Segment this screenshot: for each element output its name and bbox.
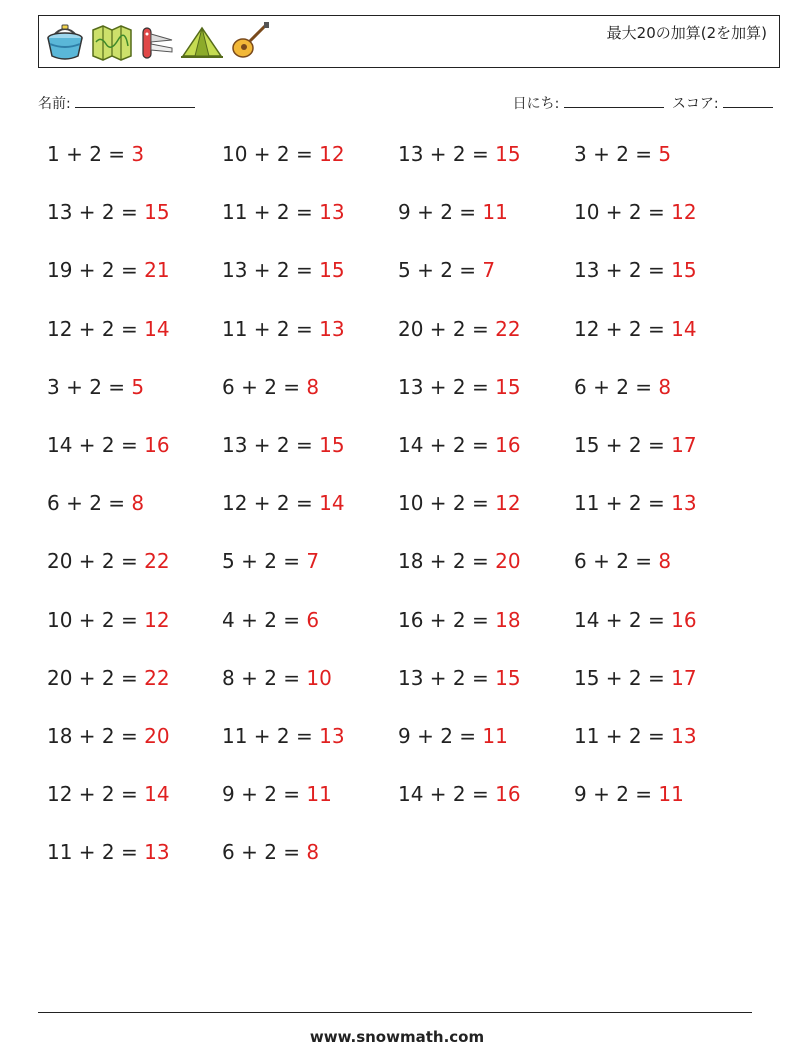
problem-cell bbox=[47, 258, 170, 282]
score-field[interactable] bbox=[672, 93, 773, 113]
problem-cell bbox=[574, 724, 697, 748]
problem-question: 5 + 2 = bbox=[222, 549, 307, 574]
problem-question: 19 + 2 = bbox=[47, 258, 145, 283]
name-blank[interactable] bbox=[75, 94, 195, 108]
problem-cell bbox=[398, 375, 521, 399]
problem-question: 12 + 2 = bbox=[222, 491, 320, 516]
header-icons bbox=[45, 20, 271, 64]
problem-answer: 12 bbox=[671, 200, 697, 225]
problem-question: 20 + 2 = bbox=[398, 316, 496, 341]
problem-question: 9 + 2 = bbox=[398, 200, 483, 225]
problem-answer: 5 bbox=[658, 142, 672, 166]
map-icon bbox=[91, 22, 133, 62]
problem-cell bbox=[398, 666, 521, 690]
problem-cell bbox=[47, 491, 144, 515]
guitar-icon bbox=[229, 22, 271, 62]
worksheet-title: 最大20の加算(2を加算) bbox=[606, 24, 767, 42]
problem-cell bbox=[222, 608, 319, 632]
problem-question: 13 + 2 = bbox=[574, 258, 672, 283]
problem-question: 14 + 2 = bbox=[398, 432, 496, 457]
problem-question: 9 + 2 = bbox=[222, 782, 307, 807]
problem-cell bbox=[574, 491, 697, 515]
problem-question: 6 + 2 = bbox=[222, 374, 307, 399]
problem-question: 6 + 2 = bbox=[574, 374, 659, 399]
problem-row bbox=[38, 375, 758, 433]
problem-answer: 15 bbox=[319, 432, 345, 457]
problem-question: 11 + 2 = bbox=[222, 200, 320, 225]
problem-cell bbox=[47, 433, 170, 457]
problem-answer: 12 bbox=[319, 142, 345, 166]
footer-site: www.snowmath.com bbox=[309, 1028, 485, 1046]
problem-cell bbox=[574, 666, 697, 690]
problem-question: 10 + 2 = bbox=[47, 607, 145, 632]
problem-cell bbox=[47, 608, 170, 632]
problem-answer: 14 bbox=[144, 782, 170, 807]
problem-question: 13 + 2 = bbox=[398, 142, 496, 166]
problem-cell bbox=[47, 549, 170, 573]
problem-row bbox=[38, 317, 758, 375]
problem-cell bbox=[398, 142, 521, 166]
problem-question: 9 + 2 = bbox=[574, 782, 659, 807]
problem-answer: 13 bbox=[671, 491, 697, 516]
problem-cell bbox=[398, 317, 521, 341]
problem-row bbox=[38, 608, 758, 666]
problem-answer: 11 bbox=[306, 782, 332, 807]
problem-cell bbox=[222, 724, 345, 748]
problem-question: 12 + 2 = bbox=[47, 782, 145, 807]
problem-cell bbox=[222, 549, 319, 573]
problem-cell bbox=[222, 200, 345, 224]
problem-cell bbox=[222, 375, 319, 399]
problem-question: 8 + 2 = bbox=[222, 665, 307, 690]
problem-question: 10 + 2 = bbox=[398, 491, 496, 516]
problem-cell bbox=[222, 840, 319, 864]
footer-divider bbox=[38, 1012, 752, 1013]
problem-answer: 11 bbox=[482, 200, 508, 225]
date-field[interactable] bbox=[513, 93, 664, 113]
problem-answer: 14 bbox=[671, 316, 697, 341]
problem-answer: 7 bbox=[482, 258, 496, 283]
problem-question: 12 + 2 = bbox=[47, 316, 145, 341]
problem-cell bbox=[398, 608, 521, 632]
problem-answer: 3 bbox=[131, 142, 145, 166]
problem-answer: 15 bbox=[495, 142, 521, 166]
problem-question: 11 + 2 = bbox=[47, 840, 145, 865]
problem-question: 20 + 2 = bbox=[47, 665, 145, 690]
problem-answer: 11 bbox=[658, 782, 684, 807]
problem-question: 18 + 2 = bbox=[398, 549, 496, 574]
problem-answer: 13 bbox=[671, 723, 697, 748]
problem-question: 14 + 2 = bbox=[47, 432, 145, 457]
problem-cell bbox=[574, 549, 671, 573]
problem-answer: 15 bbox=[319, 258, 345, 283]
problem-answer: 15 bbox=[144, 200, 170, 225]
date-label: 日にち: bbox=[512, 96, 560, 112]
problem-answer: 16 bbox=[495, 432, 521, 457]
problem-cell bbox=[398, 200, 508, 224]
problem-answer: 18 bbox=[495, 607, 521, 632]
problem-question: 11 + 2 = bbox=[222, 723, 320, 748]
problem-cell bbox=[222, 433, 345, 457]
problem-question: 9 + 2 = bbox=[398, 723, 483, 748]
problem-answer: 16 bbox=[671, 607, 697, 632]
info-row bbox=[38, 93, 773, 117]
problem-question: 15 + 2 = bbox=[574, 665, 672, 690]
problem-answer: 11 bbox=[482, 723, 508, 748]
bucket-icon bbox=[45, 22, 85, 62]
problem-answer: 13 bbox=[319, 200, 345, 225]
problem-answer: 8 bbox=[658, 549, 672, 574]
problem-row bbox=[38, 724, 758, 782]
problem-cell bbox=[398, 491, 521, 515]
problem-answer: 22 bbox=[495, 316, 521, 341]
score-blank[interactable] bbox=[723, 94, 773, 108]
date-score-fields bbox=[513, 93, 773, 113]
problem-question: 16 + 2 = bbox=[398, 607, 496, 632]
problem-answer: 5 bbox=[131, 374, 145, 399]
problem-question: 5 + 2 = bbox=[398, 258, 483, 283]
problem-answer: 12 bbox=[495, 491, 521, 516]
problem-question: 11 + 2 = bbox=[222, 316, 320, 341]
problem-answer: 13 bbox=[144, 840, 170, 865]
problem-row bbox=[38, 142, 758, 200]
problem-question: 3 + 2 = bbox=[574, 142, 659, 166]
problem-cell bbox=[222, 258, 345, 282]
problem-question: 1 + 2 = bbox=[47, 142, 132, 166]
problem-question: 4 + 2 = bbox=[222, 607, 307, 632]
problem-question: 6 + 2 = bbox=[574, 549, 659, 574]
score-label: スコア: bbox=[671, 96, 719, 112]
problem-question: 13 + 2 = bbox=[47, 200, 145, 225]
problem-cell bbox=[574, 433, 697, 457]
problem-cell bbox=[574, 317, 697, 341]
problem-cell bbox=[222, 666, 332, 690]
problem-question: 6 + 2 = bbox=[47, 491, 132, 516]
problem-row bbox=[38, 666, 758, 724]
problem-answer: 14 bbox=[319, 491, 345, 516]
problem-answer: 22 bbox=[144, 665, 170, 690]
worksheet-header bbox=[38, 15, 780, 68]
problem-cell bbox=[47, 200, 170, 224]
problem-answer: 20 bbox=[495, 549, 521, 574]
problem-cell bbox=[398, 549, 521, 573]
problem-question: 13 + 2 = bbox=[222, 432, 320, 457]
date-blank[interactable] bbox=[564, 94, 664, 108]
problem-question: 3 + 2 = bbox=[47, 374, 132, 399]
problem-answer: 7 bbox=[306, 549, 320, 574]
problem-answer: 12 bbox=[144, 607, 170, 632]
problem-cell bbox=[222, 782, 332, 806]
problem-row bbox=[38, 433, 758, 491]
problem-answer: 8 bbox=[306, 374, 320, 399]
problem-answer: 10 bbox=[306, 665, 332, 690]
problem-row bbox=[38, 840, 758, 898]
problem-grid bbox=[38, 142, 758, 898]
problem-answer: 6 bbox=[306, 607, 320, 632]
problem-question: 11 + 2 = bbox=[574, 491, 672, 516]
problem-answer: 15 bbox=[495, 665, 521, 690]
problem-question: 13 + 2 = bbox=[398, 665, 496, 690]
problem-question: 10 + 2 = bbox=[574, 200, 672, 225]
problem-row bbox=[38, 549, 758, 607]
problem-cell bbox=[47, 724, 170, 748]
problem-answer: 14 bbox=[144, 316, 170, 341]
problem-cell bbox=[574, 608, 697, 632]
problem-cell bbox=[47, 142, 144, 166]
problem-answer: 13 bbox=[319, 316, 345, 341]
problem-cell bbox=[574, 200, 697, 224]
problem-question: 11 + 2 = bbox=[574, 723, 672, 748]
pocketknife-icon bbox=[139, 22, 175, 62]
name-label: 名前: bbox=[38, 96, 71, 112]
problem-cell bbox=[47, 375, 144, 399]
problem-answer: 15 bbox=[671, 258, 697, 283]
problem-cell bbox=[574, 375, 671, 399]
problem-question: 13 + 2 = bbox=[222, 258, 320, 283]
problem-cell bbox=[398, 433, 521, 457]
problem-answer: 8 bbox=[131, 491, 145, 516]
problem-cell bbox=[47, 840, 170, 864]
tent-icon bbox=[181, 22, 223, 62]
problem-cell bbox=[47, 666, 170, 690]
problem-answer: 8 bbox=[658, 374, 672, 399]
problem-cell bbox=[574, 142, 671, 166]
problem-question: 15 + 2 = bbox=[574, 432, 672, 457]
problem-answer: 21 bbox=[144, 258, 170, 283]
problem-answer: 20 bbox=[144, 723, 170, 748]
problem-cell bbox=[398, 258, 495, 282]
problem-answer: 16 bbox=[144, 432, 170, 457]
problem-cell bbox=[47, 782, 170, 806]
problem-answer: 8 bbox=[306, 840, 320, 865]
problem-cell bbox=[222, 142, 345, 166]
problem-answer: 22 bbox=[144, 549, 170, 574]
problem-answer: 16 bbox=[495, 782, 521, 807]
problem-answer: 17 bbox=[671, 432, 697, 457]
problem-cell bbox=[47, 317, 170, 341]
problem-question: 6 + 2 = bbox=[222, 840, 307, 865]
problem-answer: 15 bbox=[495, 374, 521, 399]
problem-question: 13 + 2 = bbox=[398, 374, 496, 399]
problem-cell bbox=[222, 317, 345, 341]
name-field[interactable] bbox=[38, 93, 195, 113]
problem-row bbox=[38, 258, 758, 316]
problem-cell bbox=[574, 782, 684, 806]
problem-answer: 13 bbox=[319, 723, 345, 748]
problem-question: 14 + 2 = bbox=[398, 782, 496, 807]
problem-question: 10 + 2 = bbox=[222, 142, 320, 166]
problem-question: 14 + 2 = bbox=[574, 607, 672, 632]
problem-cell bbox=[398, 782, 521, 806]
problem-cell bbox=[574, 258, 697, 282]
problem-row bbox=[38, 200, 758, 258]
problem-cell bbox=[398, 724, 508, 748]
problem-cell bbox=[222, 491, 345, 515]
problem-row bbox=[38, 491, 758, 549]
problem-question: 20 + 2 = bbox=[47, 549, 145, 574]
problem-row bbox=[38, 782, 758, 840]
problem-answer: 17 bbox=[671, 665, 697, 690]
problem-question: 12 + 2 = bbox=[574, 316, 672, 341]
problem-question: 18 + 2 = bbox=[47, 723, 145, 748]
